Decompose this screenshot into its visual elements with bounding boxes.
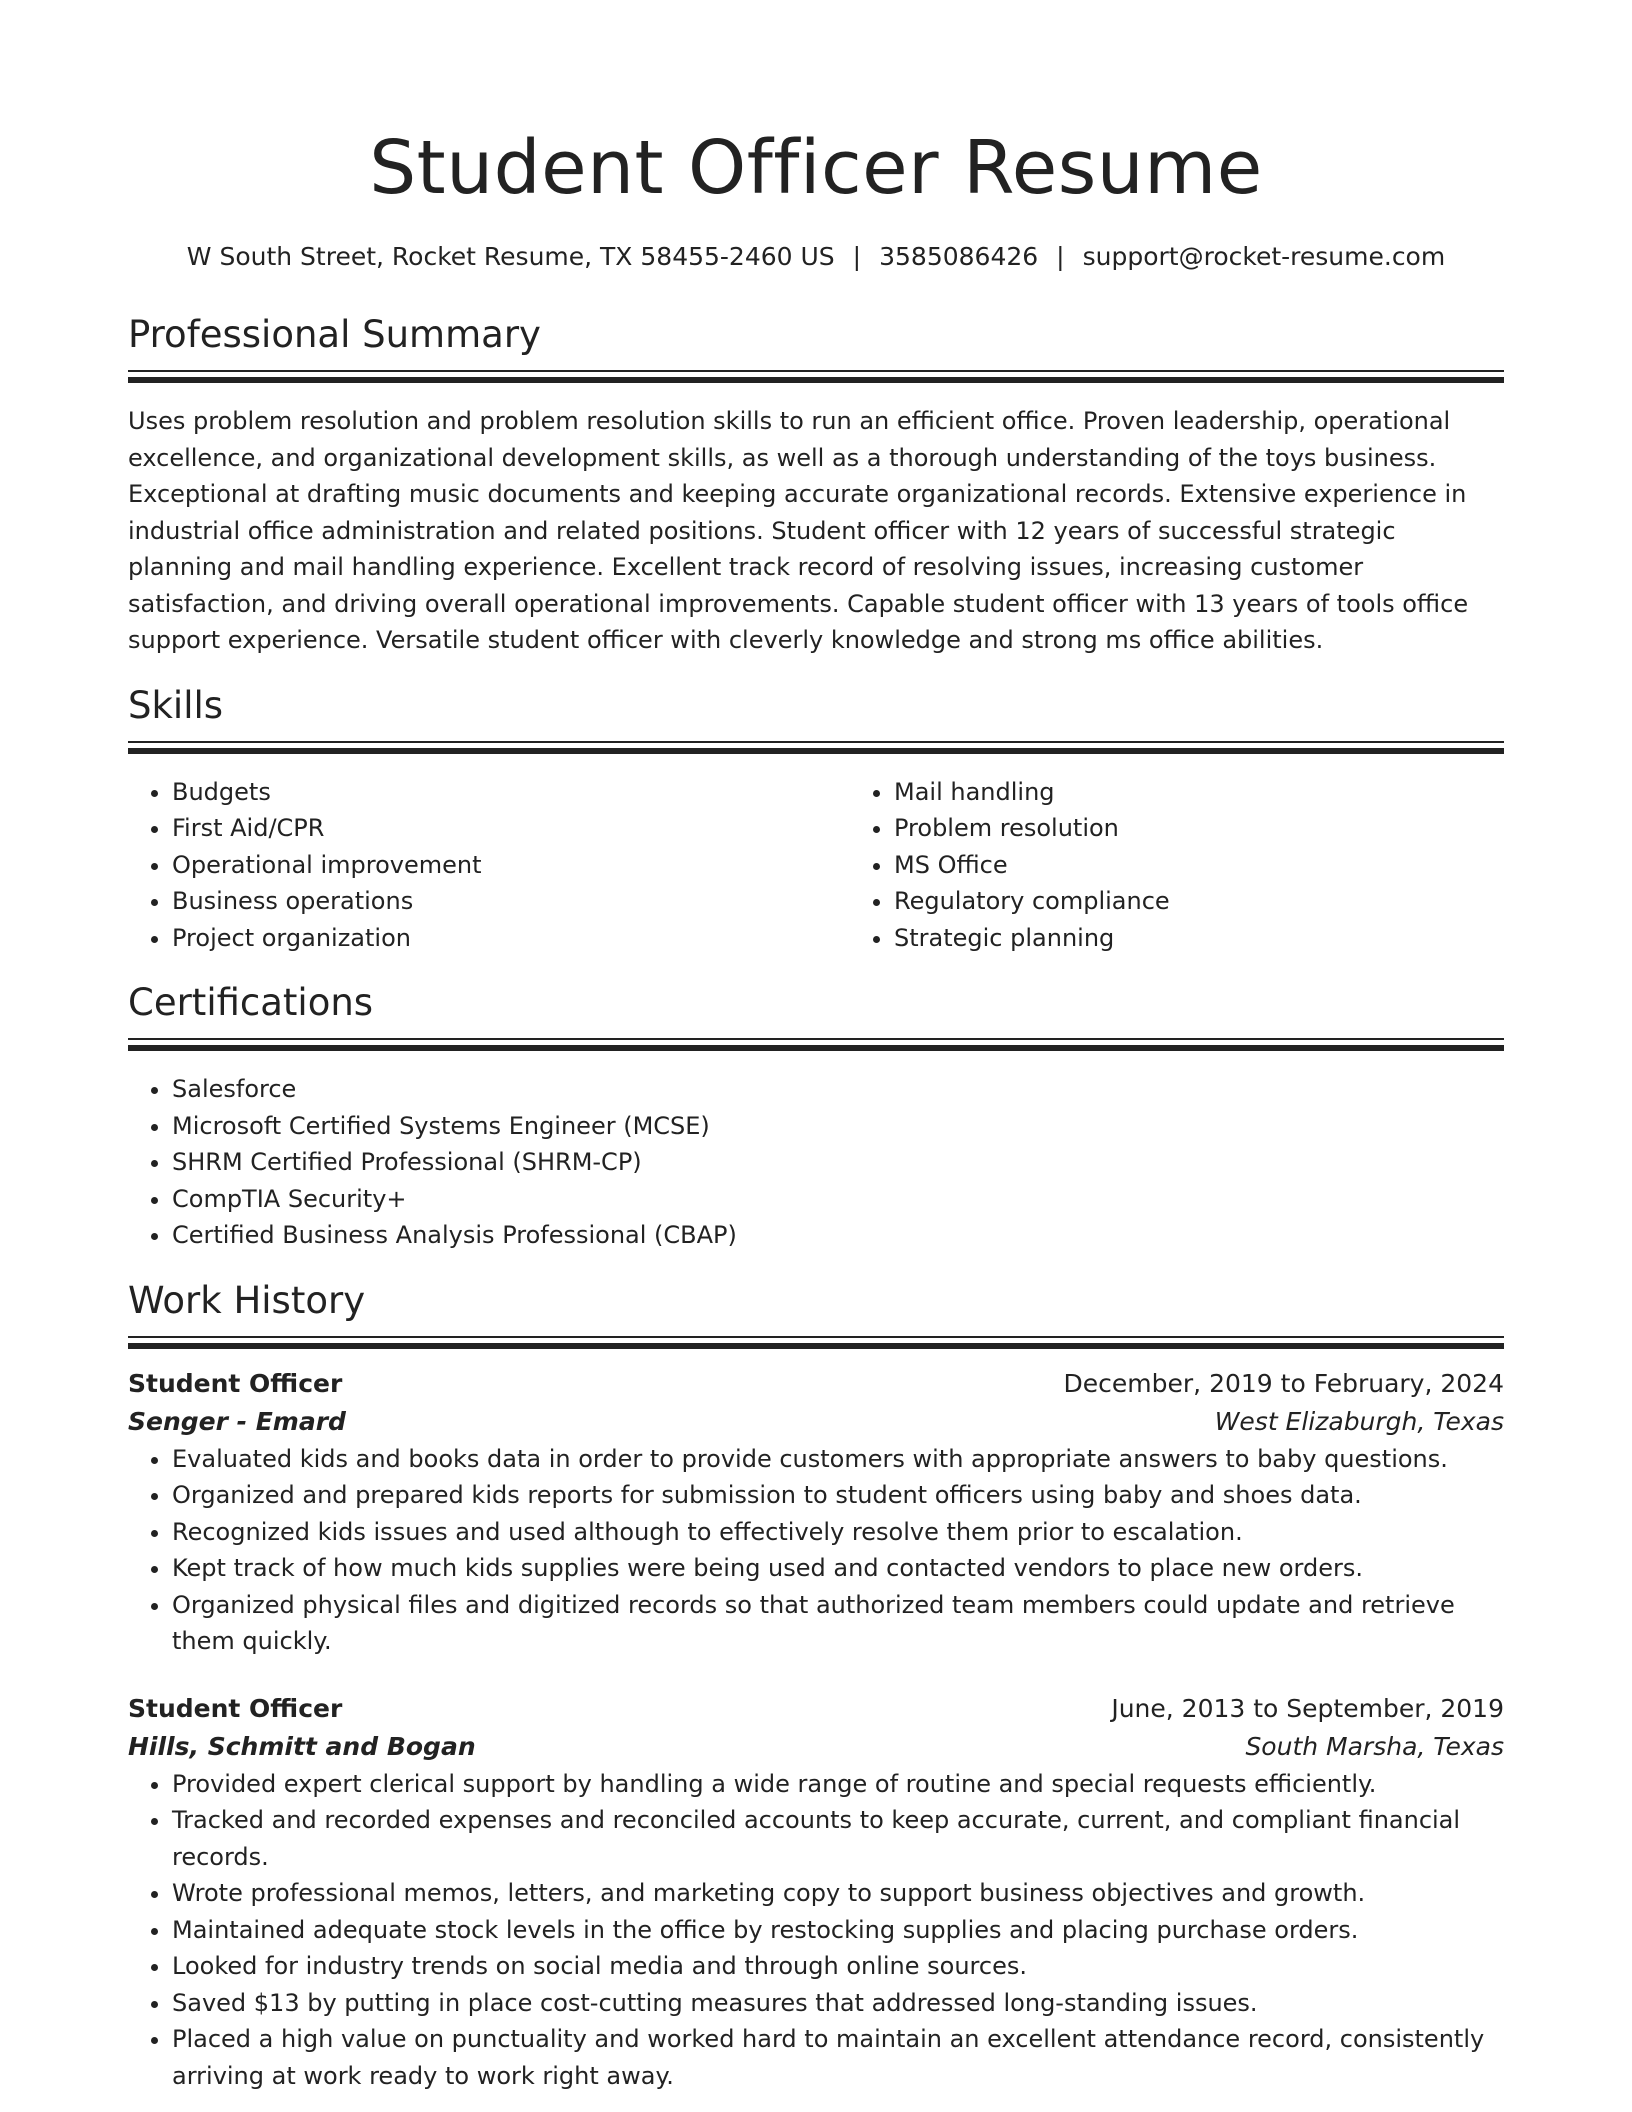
job-subheader (128, 1403, 1504, 1441)
contact-separator: | (1056, 242, 1065, 271)
job-duty-item: • Organized and prepared kids reports for submission to student officers using baby and shoes data. (172, 1477, 1504, 1514)
job-duty-item: • Wrote professional memos, letters, and marketing copy to support business objectives and growth. (172, 1875, 1504, 1912)
section-divider (128, 1336, 1504, 1349)
section-divider (128, 1038, 1504, 1051)
job-header (128, 1690, 1504, 1728)
skills-section (128, 681, 1504, 957)
certifications-section (128, 978, 1504, 1254)
summary-section (128, 310, 1504, 659)
skills-list-left (128, 774, 850, 957)
skill-item: • Problem resolution (894, 810, 1504, 847)
skills-list-right (850, 774, 1504, 957)
contact-line (128, 240, 1504, 274)
job-subheader (128, 1728, 1504, 1766)
work-history-heading: Work History (128, 1278, 366, 1322)
job-duty-item: • Tracked and recorded expenses and reconciled accounts to keep accurate, current, and compliant financial records. (172, 1802, 1504, 1875)
job-entry (128, 1690, 1504, 2095)
job-duty-item: • Saved $13 by putting in place cost-cutting measures that addressed long-standing issues. (172, 1985, 1504, 2022)
skill-item: • Operational improvement (172, 847, 850, 884)
job-duty-item: • Provided expert clerical support by handling a wide range of routine and special requests efficiently. (172, 1766, 1504, 1803)
contact-email: support@rocket-resume.com (1082, 242, 1446, 271)
skill-item: • MS Office (894, 847, 1504, 884)
certifications-list (128, 1071, 1504, 1254)
job-duty-item: • Placed a high value on punctuality and worked hard to maintain an excellent attendance record, consistently arriving at work ready to work right away. (172, 2021, 1504, 2094)
skill-item: • First Aid/CPR (172, 810, 850, 847)
job-location: West Elizaburgh, Texas (1214, 1406, 1504, 1436)
job-employer: Hills, Schmitt and Bogan (128, 1731, 476, 1761)
resume-title: Student Officer Resume (369, 125, 1263, 211)
job-duties-list (128, 1441, 1504, 1660)
skill-item: • Budgets (172, 774, 850, 811)
job-header (128, 1365, 1504, 1403)
job-duty-item: • Evaluated kids and books data in order to provide customers with appropriate answers to baby questions. (172, 1441, 1504, 1478)
certification-item: • CompTIA Security+ (172, 1181, 1504, 1218)
certification-item: • Salesforce (172, 1071, 1504, 1108)
skills-grid (128, 774, 1504, 957)
job-title: Student Officer (128, 1368, 343, 1398)
section-divider (128, 370, 1504, 383)
certification-item: • Microsoft Certified Systems Engineer (MCSE) (172, 1108, 1504, 1145)
contact-address: W South Street, Rocket Resume, TX 58455-2460 US (186, 242, 835, 271)
job-duty-item: • Organized physical files and digitized records so that authorized team members could update and retrieve them quickly. (172, 1587, 1504, 1660)
job-dates: December, 2019 to February, 2024 (1063, 1368, 1504, 1398)
skill-item: • Project organization (172, 920, 850, 957)
contact-phone: 3585086426 (879, 242, 1039, 271)
job-title: Student Officer (128, 1693, 343, 1723)
work-history-section (128, 1276, 1504, 2095)
skill-item: • Regulatory compliance (894, 883, 1504, 920)
job-duty-item: • Maintained adequate stock levels in the office by restocking supplies and placing purchase orders. (172, 1912, 1504, 1949)
job-duty-item: • Recognized kids issues and used although to effectively resolve them prior to escalation. (172, 1514, 1504, 1551)
skill-item: • Strategic planning (894, 920, 1504, 957)
skill-item: • Mail handling (894, 774, 1504, 811)
resume-page (128, 0, 1504, 2094)
summary-heading: Professional Summary (128, 313, 541, 356)
job-duty-item: • Kept track of how much kids supplies were being used and contacted vendors to place new orders. (172, 1550, 1504, 1587)
job-duties-list (128, 1766, 1504, 2095)
skills-heading: Skills (128, 683, 224, 727)
job-duty-item: • Looked for industry trends on social media and through online sources. (172, 1948, 1504, 1985)
skill-item: • Business operations (172, 883, 850, 920)
certifications-heading: Certifications (128, 981, 374, 1024)
job-entry (128, 1365, 1504, 1660)
job-employer: Senger - Emard (128, 1406, 346, 1436)
summary-text: Uses problem resolution and problem resolution skills to run an efficient office. Proven leadership, operational excellence, and organizational development skills, as well as a thorough understanding of the toys business. Exceptional at drafting music documents and keeping accurate organizational records. Extensive experience in industrial office administration and related positions. Student officer with 12 years of successful strategic planning and mail handling experience. Excellent track record of resolving issues, increasing customer satisfaction, and driving overall operational improvements. Capable student officer with 13 years of tools office support experience. Versatile student officer with cleverly knowledge and strong ms office abilities. (128, 407, 1469, 654)
certification-item: • SHRM Certified Professional (SHRM-CP) (172, 1144, 1504, 1181)
section-divider (128, 741, 1504, 754)
job-location: South Marsha, Texas (1245, 1731, 1504, 1761)
job-dates: June, 2013 to September, 2019 (1111, 1693, 1504, 1723)
certification-item: • Certified Business Analysis Professional (CBAP) (172, 1217, 1504, 1254)
contact-separator: | (852, 242, 862, 271)
